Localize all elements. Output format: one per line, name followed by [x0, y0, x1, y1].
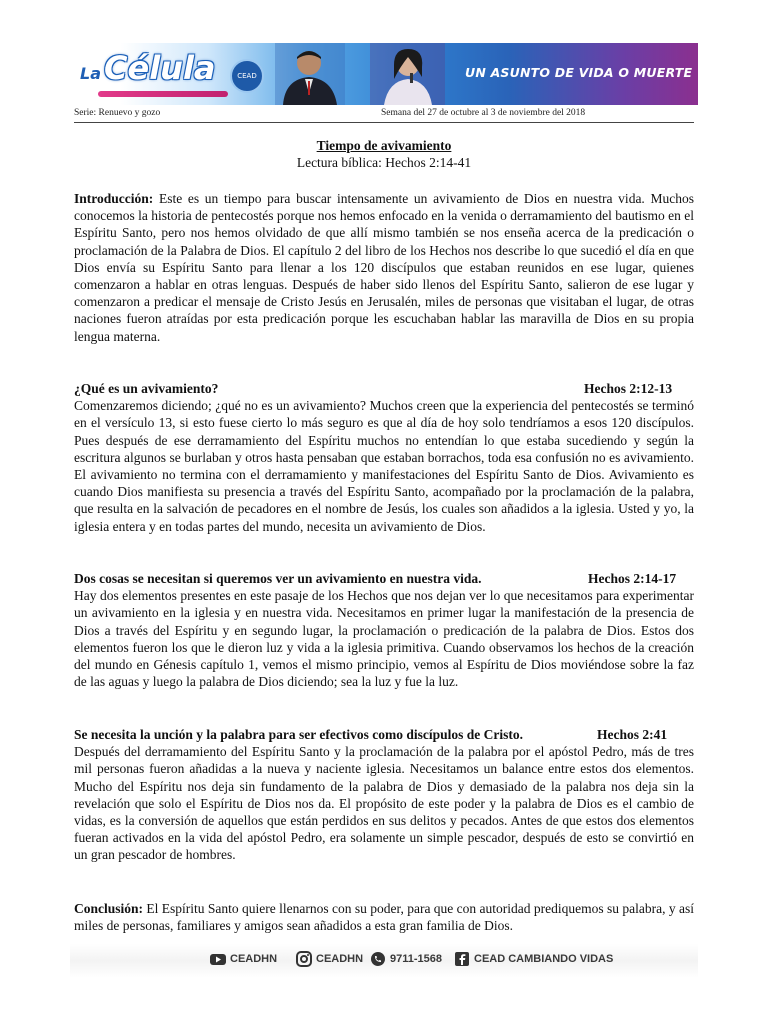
- whatsapp-icon: [370, 951, 386, 967]
- section-what-is-revival: [74, 380, 694, 535]
- section-heading-row: [74, 726, 694, 743]
- pastor-photo: [275, 43, 345, 105]
- section-heading-row: [74, 570, 694, 587]
- section-heading: Dos cosas se necesitan si queremos ver un avivamiento en nuestra vida.: [74, 571, 482, 586]
- document-title: Tiempo de avivamiento: [316, 138, 452, 153]
- social-footer: [200, 949, 618, 971]
- section-reference: Hechos 2:12-13: [584, 381, 673, 396]
- whatsapp-link[interactable]: [370, 951, 442, 967]
- section-heading: Se necesita la unción y la palabra para ser efectivos como discípulos de Cristo.: [74, 727, 523, 742]
- facebook-link[interactable]: [454, 951, 613, 967]
- facebook-page: CEAD CAMBIANDO VIDAS: [474, 953, 614, 965]
- conclusion-paragraph: [74, 900, 694, 934]
- facebook-icon: [454, 951, 470, 967]
- introduction-paragraph: [74, 190, 694, 345]
- banner-tagline: UN ASUNTO DE VIDA O MUERTE: [465, 65, 693, 80]
- instagram-icon: [296, 951, 312, 967]
- section-reference: Hechos 2:41: [597, 727, 668, 742]
- section-two-things: [74, 570, 694, 690]
- speaker-photo: [370, 43, 445, 105]
- youtube-link[interactable]: [210, 951, 277, 967]
- cead-badge-icon: CEAD: [230, 59, 264, 93]
- section-heading-row: [74, 380, 694, 397]
- conclusion-text: El Espíritu Santo quiere llenarnos con su poder, para que con autoridad prediquemos su palabra, y así miles de personas, familiares y amigos sean añadidos a esta gran familia de Dios.: [74, 901, 694, 934]
- section-text: Comenzaremos diciendo; ¿qué no es un avivamiento? Muchos creen que la experiencia del pentecostés se terminó en el versículo 13, si esto fuese cierto lo más seguro es que al día de hoy solo tendríamos a esos 120 discípulos. Pues después de ese derramamiento del Espíritu muchos no entendían lo que estaba sucediendo y según la escritura algunos se burlaban y otros hasta pensaban que estaban borrachos, toda esa confusión no es avivamiento. El avivamiento no termina con el derramamiento y manifestaciones del Espíritu Santo de Dios. Avivamiento es cuando Dios manifiesta su presencia a través del Espíritu Santo, acompañado por la proclamación de la palabra, que resulta en la salvación de pecadores en el nombre de Jesús, los cuales son añadidos a la iglesia. Usted y yo, la iglesia entera y en todas partes del mundo, necesita un avivamiento de Dios.: [74, 398, 694, 534]
- header-divider: [74, 122, 694, 123]
- section-heading: ¿Qué es un avivamiento?: [74, 381, 219, 396]
- youtube-handle: CEADHN: [230, 953, 278, 965]
- instagram-handle: CEADHN: [316, 953, 364, 965]
- instagram-link[interactable]: [296, 951, 363, 967]
- week-label: Semana del 27 de octubre al 3 de noviembre del 2018: [381, 108, 586, 118]
- section-text: Después del derramamiento del Espíritu Santo y la proclamación de la palabra por el apóstol Pedro, más de tres mil personas fueron añadidas a la nueva y naciente iglesia. Necesitamos un balance entre estos dos elementos. Mucho del Espíritu nos deja sin fundamento de la palabra de Dios y demasiado de la palabra nos deja sin la revelación que solo el Espíritu de Dios nos da. El propósito de este poder y la palabra de Dios es el cambio de vidas, es la conversión de aquellos que están perdidos en sus delitos y pecados. Antes de que estos dos elementos fueran activados en la vida del apóstol Pedro, era solamente un simple pescador, después de esto se convirtió en un gran pescador de hombres.: [74, 744, 694, 863]
- whatsapp-number: 9711-1568: [390, 953, 442, 965]
- bible-reading: Lectura bíblica: Hechos 2:14-41: [296, 155, 472, 170]
- logo-prefix: La: [80, 64, 101, 83]
- section-reference: Hechos 2:14-17: [588, 571, 677, 586]
- introduction-text: Este es un tiempo para buscar intensamente un avivamiento de Dios en nuestra vida. Muchos conocemos la historia de pentecostés porque nos hemos enfocado en la venida o derramamiento del bautismo en el Espíritu Santo, pero nos hemos olvidado de que allí mismo también se nos enseña acerca de la predicación o proclamación de la Palabra de Dios. El capítulo 2 del libro de los Hechos nos describe lo que sucedió el día en que Dios envía su Espíritu Santo para llenar a los 120 discípulos que estaban reunidos en ese lugar, quienes comenzaron a hablar en otras lenguas. Después de haber sido llenos del Espíritu Santo, salieron de ese lugar y comenzaron a predicar el mensaje de Cristo Jesús en Jerusalén, miles de personas que visitaban el lugar, de otras naciones fueron atraídas por esta predicación porque les escuchaban hablar las maravilla de Dios en su propia lengua materna.: [74, 191, 694, 344]
- section-text: Hay dos elementos presentes en este pasaje de los Hechos que nos dejan ver lo que necesitamos para experimentar un avivamiento en la iglesia y en nuestra vida. Necesitamos en primer lugar la manifestación de la presencia de Dios a través del Espíritu y en segundo lugar, la proclamación o predicación de la palabra de Dios. Estos dos elementos fueron los que le dieron luz y vida a la iglesia primitiva. Cuando observamos los hechos de la creación del mundo en Génesis capítulo 1, vemos el mismo principio, vemos al Espíritu de Dios moviéndose sobre la faz de las aguas y luego la palabra de Dios diciendo; sea la luz y fue la luz.: [74, 588, 694, 690]
- conclusion-label: Conclusión:: [74, 901, 144, 916]
- youtube-icon: [210, 951, 226, 967]
- header-banner: [70, 43, 698, 105]
- series-label: Serie: Renuevo y gozo: [74, 108, 161, 118]
- introduction-label: Introducción:: [74, 191, 154, 206]
- logo-title: Célula: [104, 49, 216, 87]
- logo-swoosh: [98, 91, 228, 97]
- section-anointing-and-word: [74, 726, 694, 864]
